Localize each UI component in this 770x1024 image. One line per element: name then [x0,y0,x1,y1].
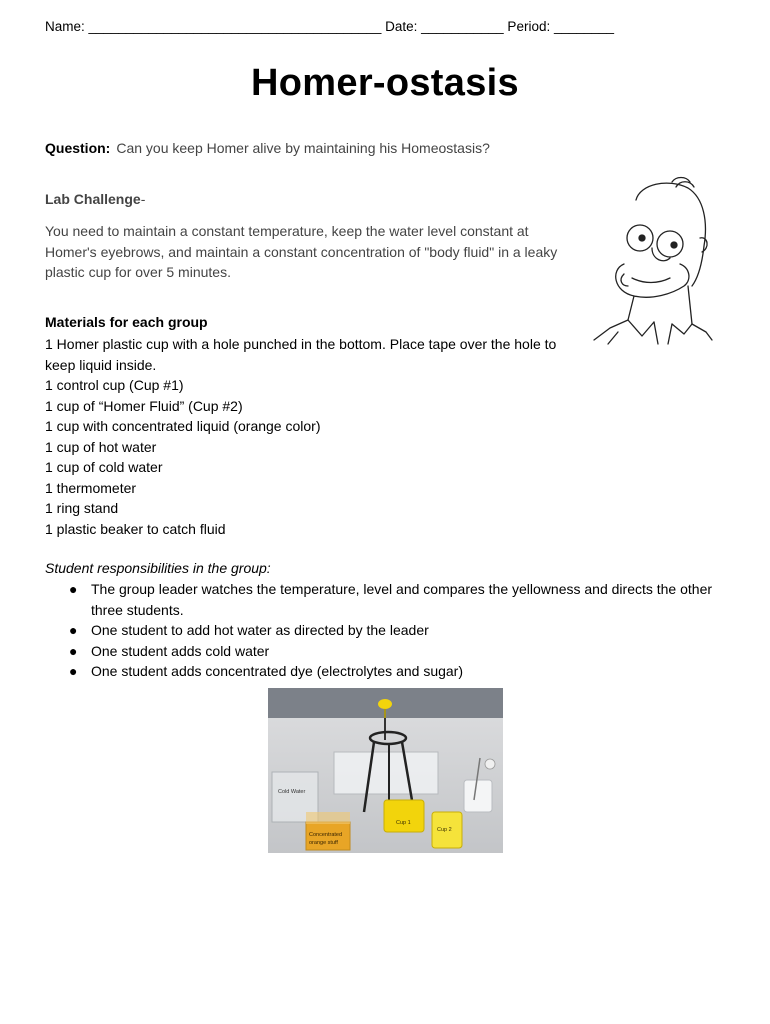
list-item: 1 thermometer [45,479,137,496]
bullet-icon: ● [69,622,78,638]
list-item [45,579,735,620]
lab-setup-photo [268,688,503,853]
lab-challenge-title: Lab Challenge [45,191,141,207]
list-item: 1 plastic beaker to catch fluid [45,520,226,537]
list-item: 1 control cup (Cup #1) [45,377,184,393]
list-item: 1 cup of cold water [45,459,163,475]
page-title: Homer-ostasis [251,62,519,104]
orange-stuff-label: orange stuff [309,840,338,846]
list-item [45,620,735,641]
cup1-label: Cup 1 [396,820,411,826]
list-item: 1 cup of hot water [45,438,157,455]
list-item: 1 cup of “Homer Fluid” (Cup #2) [45,397,243,414]
bullet-icon: ● [69,663,78,679]
list-item: 1 ring stand [45,500,119,516]
question-label: Question: [45,140,111,156]
lab-challenge-heading [45,191,145,207]
list-item: 1 cup with concentrated liquid (orange color) [45,418,321,434]
question [45,140,490,156]
bullet-icon: ● [69,581,78,597]
lab-challenge-text: You need to maintain a constant temperature, keep the water level constant at Homer's eyebrows, and maintain a constant concentration of "body fluid" in a leaky plastic cup for over 5 minutes. [45,223,558,280]
materials-list [45,334,565,539]
lab-challenge-dash: - [140,191,146,207]
bullet-icon: ● [69,642,78,659]
responsibilities-heading: Student responsibilities in the group: [45,560,271,576]
list-item: 1 Homer plastic cup with a hole punched in the bottom. Place tape over the hole to keep liquid inside. [45,336,557,373]
homer-illustration [588,174,713,346]
concentrated-label: Concentrated [309,832,343,838]
responsibilities-list [45,579,735,682]
list-item-text: One student adds concentrated dye (electrolytes and sugar) [91,663,463,679]
list-item [45,641,735,662]
materials-heading: Materials for each group [45,314,208,330]
list-item-text: One student adds cold water [91,642,270,659]
cold-water-label: Cold Water [278,789,306,795]
list-item-text: One student to add hot water as directed by the leader [91,622,429,638]
list-item [45,661,735,682]
question-text: Can you keep Homer alive by maintaining his Homeostasis? [116,140,490,156]
name-date-period-line: Name: _______________________________________ Date: ___________ Period: ________ [45,19,615,34]
cup2-label: Cup 2 [437,827,452,833]
list-item-text: The group leader watches the temperature, level and compares the yellowness and directs the other three students. [91,581,713,618]
